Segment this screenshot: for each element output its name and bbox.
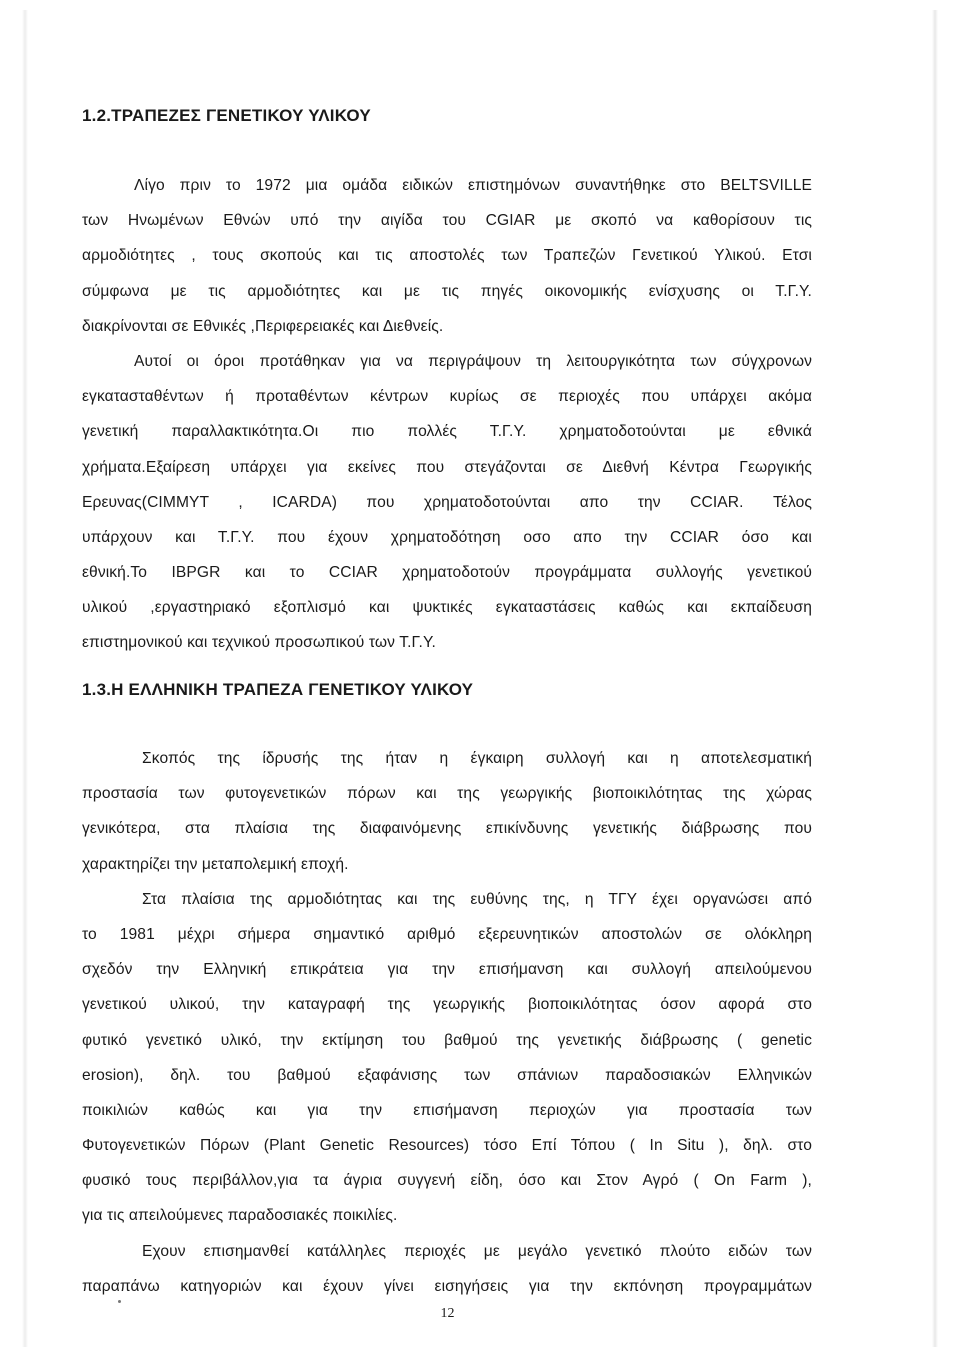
- text-line: Ερευνας(CIMMYT , ICARDA) που χρηματοδοτούνται απο την CCIAR. Τέλος: [82, 493, 812, 511]
- scan-edge-left: [22, 10, 28, 1347]
- section-heading-1-2: 1.2.ΤΡΑΠΕΖΕΣ ΓΕΝΕΤΙΚΟΥ ΥΛΙΚΟΥ: [82, 106, 371, 125]
- text-line: υλικού ,εργαστηριακό εξοπλισμό και ψυκτικές εγκαταστάσεις καθώς και εκπαίδευση: [82, 599, 812, 617]
- text-line: επιστημονικού και τεχνικού προσωπικού των Τ.Γ.Υ.: [82, 634, 436, 652]
- text-line: Στα πλαίσια της αρμοδιότητας και της ευθύνης της, η ΤΓΥ έχει οργανώσει από: [142, 890, 812, 908]
- text-line: Αυτοί οι όροι προτάθηκαν για να περιγράψουν τη λειτουργικότητα των σύγχρονων: [134, 352, 812, 370]
- text-line: Εχουν επισημανθεί κατάλληλες περιοχές με μεγάλο γενετικό πλούτο ειδών των: [142, 1242, 812, 1260]
- page-number: 12: [440, 1306, 455, 1321]
- text-line: χρήματα.Εξαίρεση υπάρχει για εκείνες που στεγάζονται σε Διεθνή Κέντρα Γεωργικής: [82, 458, 812, 476]
- text-line: αρμοδιότητες , τους σκοπούς και τις αποστολές των Τραπεζών Γενετικού Υλικού. Ετσι: [82, 247, 812, 265]
- text-line: σύμφωνα με τις αρμοδιότητες και με τις πηγές οικονομικής ενίσχυσης οι Τ.Γ.Υ.: [82, 282, 812, 300]
- section-heading-1-3: 1.3.Η ΕΛΛΗΝΙΚΗ ΤΡΑΠΕΖΑ ΓΕΝΕΤΙΚΟΥ ΥΛΙΚΟΥ: [82, 680, 474, 699]
- text-line: γενετική παραλλακτικότητα.Οι πιο πολλές Τ.Γ.Υ. χρηματοδοτούνται με εθνικά: [82, 423, 812, 441]
- text-line: χαρακτηρίζει την μεταπολεμική εποχή.: [82, 855, 349, 873]
- text-line: υπάρχουν και Τ.Γ.Υ. που έχουν χρηματοδότηση οσο απο την CCIAR όσο και: [82, 528, 812, 546]
- text-line: Φυτογενετικών Πόρων (Plant Genetic Resources) τόσο Επί Τόπου ( In Situ ), δηλ. στο: [82, 1137, 812, 1155]
- text-line: erosion), δηλ. του βαθμού εξαφάνισης των σπάνιων παραδοσιακών Ελληνικών: [82, 1066, 812, 1084]
- text-line: εθνική.Το IBPGR και το CCIAR χρηματοδοτούν προγράμματα συλλογής γενετικού: [82, 564, 812, 582]
- text-line: το 1981 μέχρι σήμερα σημαντικό αριθμό εξερευνητικών αποστολών σε ολόκληρη: [82, 925, 812, 943]
- text-line: προστασία των φυτογενετικών πόρων και της γεωργικής βιοποικιλότητας της χώρας: [82, 785, 812, 803]
- text-line: διακρίνονται σε Εθνικές ,Περιφερειακές και Διεθνείς.: [82, 317, 444, 335]
- text-line: ποικιλιών καθώς και για την επισήμανση περιοχών για προστασία των: [82, 1101, 812, 1119]
- text-line: γενικότερα, στα πλαίσια της διαφαινόμενης επικίνδυνης γενετικής διάβρωσης που: [82, 820, 812, 838]
- text-line: παραπάνω κατηγοριών και έχουν γίνει εισηγήσεις για την εκπόνηση προγραμμάτων: [82, 1277, 812, 1295]
- text-line: Λίγο πριν το 1972 μια ομάδα ειδικών επιστημόνων συναντήθηκε στο BELTSVILLE: [134, 177, 812, 194]
- text-line: φυτικό γενετικό υλικό, την εκτίμηση του βαθμού της γενετικής διάβρωσης ( genetic: [82, 1031, 812, 1049]
- text-line: για τις απειλούμενες παραδοσιακές ποικιλίες.: [82, 1207, 398, 1225]
- section-1-2-body: [82, 168, 812, 661]
- text-line: σχεδόν την Ελληνική επικράτεια για την επισήμανση και συλλογή απειλούμενου: [82, 961, 812, 979]
- text-line: των Ηνωμένων Εθνών υπό την αιγίδα του CGIAR με σκοπό να καθορίσουν τις: [82, 212, 812, 230]
- scan-speck: [118, 1300, 121, 1303]
- text-line: γενετικού υλικού, την καταγραφή της γεωργικής βιοποικιλότητας όσον αφορά στο: [82, 996, 812, 1014]
- scan-edge-right: [932, 10, 938, 1347]
- text-line: φυσικό τους περιβάλλον,για τα άγρια συγγενή είδη, όσο και Στον Αγρό ( On Farm ),: [82, 1172, 812, 1190]
- text-line: εγκατασταθέντων ή προταθέντων κέντρων κυρίως σε περιοχές που υπάρχει ακόμα: [82, 388, 812, 406]
- text-line: Σκοπός της ίδρυσής της ήταν η έγκαιρη συλλογή και η αποτελεσματική: [142, 750, 812, 767]
- section-1-3-body: [82, 741, 812, 1304]
